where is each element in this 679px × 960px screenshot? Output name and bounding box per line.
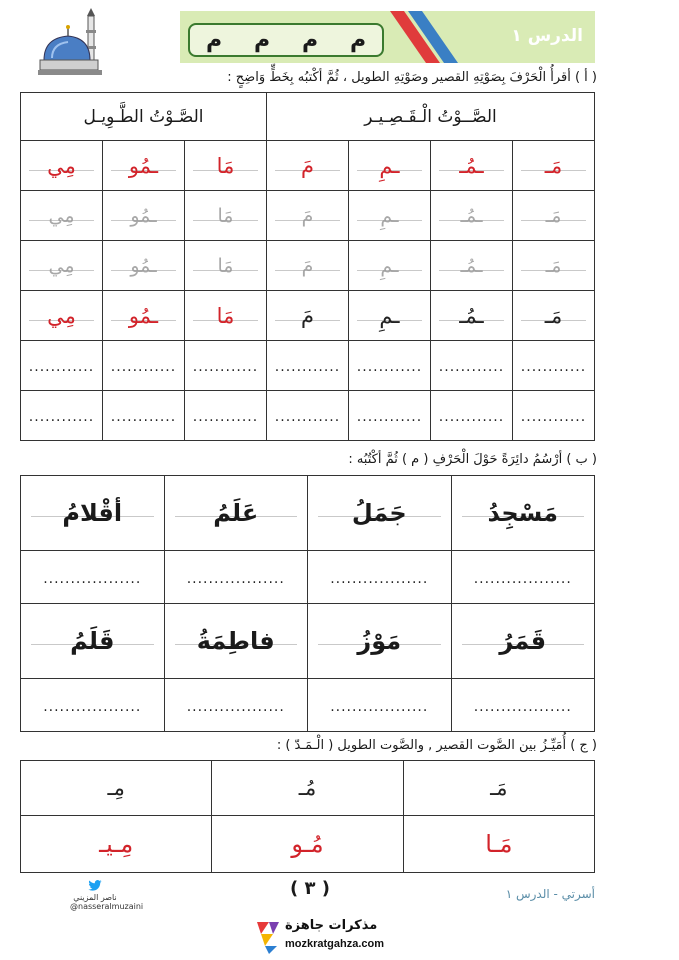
twitter-credit	[70, 880, 144, 911]
writing-space[interactable]: ............	[274, 359, 341, 375]
letter-cell: مِي	[47, 303, 76, 328]
short-sound-cell: مُـ	[298, 776, 317, 800]
short-vs-long-table	[20, 760, 595, 873]
letter-cell: مَ	[300, 153, 314, 178]
trace-letter-cell: مَا	[217, 204, 234, 227]
trace-letter-cell: مَا	[217, 254, 234, 277]
table-row	[21, 551, 595, 604]
writing-space[interactable]: ............	[438, 409, 505, 425]
short-sound-cell: مِـ	[107, 776, 125, 800]
word-cell: جَمَلُ	[351, 499, 407, 527]
short-sound-cell: مَـ	[490, 776, 508, 800]
section-b-instruction: ( ب ) أرْسُمُ دائِرَةً حَوْلَ الْحَرْفِ ( م ) ثُمَّ أكْتُبُه :	[348, 452, 597, 467]
letter-cell: مِي	[47, 153, 76, 178]
writing-space[interactable]: ............	[28, 409, 95, 425]
long-sound-cell: مِـيـ	[99, 830, 134, 858]
letter: م	[301, 27, 319, 53]
table-row	[21, 291, 595, 341]
letter-cell: مَ	[300, 303, 314, 328]
letter-cell: ـمِ	[379, 303, 400, 328]
trace-letter-cell: ـمِ	[380, 254, 399, 277]
lesson-banner	[180, 11, 595, 63]
writing-space[interactable]: ............	[192, 359, 259, 375]
short-long-sound-table	[20, 92, 595, 441]
table-row	[21, 391, 595, 441]
table-row	[21, 341, 595, 391]
table-row	[21, 241, 595, 291]
trace-letter-cell: مَ	[301, 204, 314, 227]
letter-cell: مَـ	[544, 153, 563, 178]
writing-space[interactable]: ..................	[330, 698, 429, 715]
trace-letter-cell: مَـ	[545, 204, 562, 227]
page-number: ( ٣ )	[290, 878, 330, 899]
table-row	[21, 761, 595, 816]
letter-cell: ـمِ	[379, 153, 400, 178]
writing-space[interactable]: ............	[438, 359, 505, 375]
trace-letter-cell: ـمُـ	[460, 254, 483, 277]
trace-letter-cell: مَـ	[545, 254, 562, 277]
trace-letter-cell: مِي	[48, 254, 75, 277]
writing-space[interactable]: ............	[356, 359, 423, 375]
writing-space[interactable]: ............	[520, 409, 587, 425]
series-label: أسرتي - الدرس ١	[505, 887, 595, 901]
twitter-name: ناصر المزيني	[73, 893, 117, 902]
writing-space[interactable]: ..................	[43, 570, 142, 587]
trace-letter-cell: ـمُو	[130, 254, 157, 277]
table-row	[21, 141, 595, 191]
logo-text: مذكرات جاهزة	[285, 918, 378, 933]
letter-cell: ـمُـ	[459, 153, 484, 178]
writing-space[interactable]: ..................	[330, 570, 429, 587]
word-cell: أقْلامُ	[62, 499, 123, 527]
letter: م	[205, 27, 223, 53]
decorative-stripes	[380, 11, 460, 63]
letter-cell: ـمُو	[128, 303, 159, 328]
writing-space[interactable]: ............	[110, 359, 177, 375]
words-table	[20, 475, 595, 732]
table-row	[21, 476, 595, 551]
mosque-icon	[38, 8, 104, 78]
trace-letter-cell: ـمُو	[130, 204, 157, 227]
word-cell: قَلَمُ	[70, 627, 115, 655]
letter-cell: مَا	[216, 153, 235, 178]
table-row	[21, 679, 595, 732]
header-short-sound: الصَّــوْتُ الْـقَـصِـيـر	[267, 93, 595, 141]
table-row	[21, 604, 595, 679]
writing-space[interactable]: ............	[356, 409, 423, 425]
writing-space[interactable]: ..................	[473, 570, 572, 587]
table-row	[21, 816, 595, 873]
writing-space[interactable]: ............	[520, 359, 587, 375]
writing-space[interactable]: ..................	[186, 698, 285, 715]
trace-letter-cell: مَ	[301, 254, 314, 277]
twitter-handle[interactable]: @nasseralmuzaini	[70, 902, 144, 911]
writing-space[interactable]: ............	[192, 409, 259, 425]
long-sound-cell: مَـا	[485, 830, 513, 858]
letters-box	[188, 23, 384, 57]
letter-cell: مَـ	[544, 303, 563, 328]
writing-space[interactable]: ............	[274, 409, 341, 425]
section-c-instruction: ( ج ) أُمَيِّـزُ بين الصَّوت القصير , والصَّوت الطويل ( الْـمَـدّ ) :	[276, 738, 597, 753]
word-cell: قَمَرُ	[499, 627, 547, 655]
writing-space[interactable]: ..................	[43, 698, 142, 715]
word-cell: مَسْجِدُ	[487, 499, 558, 527]
logo-icon	[255, 920, 281, 954]
trace-letter-cell: ـمِ	[380, 204, 399, 227]
table-row	[21, 191, 595, 241]
letter: م	[349, 27, 367, 53]
word-cell: فاطِمَةُ	[196, 627, 275, 655]
header-long-sound: الصَّـوْتُ الطَّـوِيـل	[21, 93, 267, 141]
writing-space[interactable]: ............	[28, 359, 95, 375]
twitter-icon	[88, 880, 102, 891]
letter-cell: ـمُو	[128, 153, 159, 178]
trace-letter-cell: مِي	[48, 204, 75, 227]
letter-cell: ـمُـ	[459, 303, 484, 328]
logo-url[interactable]: mozkratgahza.com	[285, 938, 385, 950]
long-sound-cell: مُـو	[291, 830, 324, 858]
writing-space[interactable]: ..................	[186, 570, 285, 587]
trace-letter-cell: ـمُـ	[460, 204, 483, 227]
site-logo[interactable]	[255, 918, 405, 956]
letter: م	[253, 27, 271, 53]
writing-space[interactable]: ............	[110, 409, 177, 425]
lesson-title: الدرس ١	[511, 26, 583, 46]
section-a-instruction: ( أ ) أقرأُ الْحَرْفَ بِصَوْتِهِ القصير وصَوْتِهِ الطويل ، ثُمَّ أكْتبُه بِخَطٍّ وَاضِحٍ :	[227, 70, 597, 85]
word-cell: عَلَمُ	[213, 499, 259, 527]
word-cell: مَوْزُ	[357, 627, 402, 655]
letter-cell: مَا	[216, 303, 235, 328]
writing-space[interactable]: ..................	[473, 698, 572, 715]
